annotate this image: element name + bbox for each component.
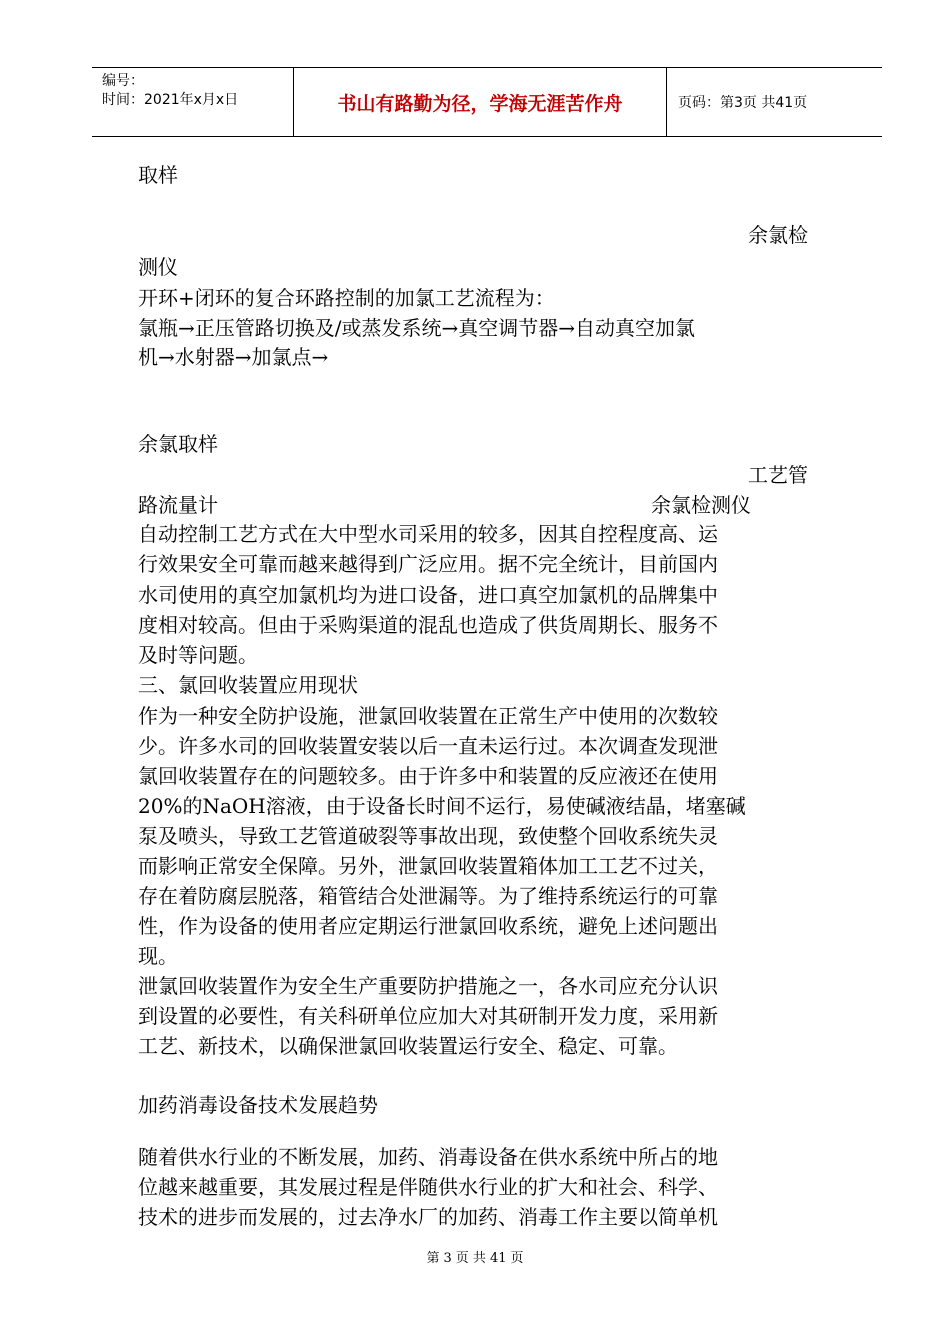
header-divider: [666, 68, 667, 136]
text-line: 机→水射器→加氯点→: [138, 345, 329, 369]
text-line: 余氯检: [748, 223, 808, 247]
text-line: 少。许多水司的回收装置安装以后一直未运行过。本次调查发现泄: [138, 734, 718, 758]
text-line: 路流量计: [138, 493, 218, 517]
page-header: [92, 67, 882, 137]
text-line: 自动控制工艺方式在大中型水司采用的较多，因其自控程度高、运: [138, 522, 718, 546]
section-heading: 加药消毒设备技术发展趋势: [138, 1093, 378, 1117]
text-line: 而影响正常安全保障。另外，泄氯回收装置箱体加工工艺不过关，: [138, 854, 718, 878]
text-line: 存在着防腐层脱落，箱管结合处泄漏等。为了维持系统运行的可靠: [138, 884, 718, 908]
text-line: 行效果安全可靠而越来越得到广泛应用。据不完全统计，目前国内: [138, 552, 718, 576]
footer-prefix: 第: [426, 1251, 440, 1266]
footer-total-pages: 41: [489, 1251, 507, 1266]
text-line: 工艺、新技术，以确保泄氯回收装置运行安全、稳定、可靠。: [138, 1034, 678, 1058]
text-line: 及时等问题。: [138, 643, 258, 667]
text-line: 度相对较高。但由于采购渠道的混乱也造成了供货周期长、服务不: [138, 613, 718, 637]
time-label: 时间：2021年x月x日: [102, 92, 239, 108]
header-left: [102, 72, 238, 110]
page-footer: [0, 1247, 950, 1266]
text-line: 余氯取样: [138, 432, 218, 456]
text-line: 20%的NaOH溶液，由于设备长时间不运行，易使碱液结晶，堵塞碱: [138, 794, 746, 818]
footer-mid: 页 共: [455, 1251, 486, 1266]
serial-number-label: 编号：: [102, 73, 144, 89]
text-line: 位越来越重要，其发展过程是伴随供水行业的扩大和社会、科学、: [138, 1175, 718, 1199]
header-motto: 书山有路勤为径，学海无涯苦作舟: [337, 92, 623, 115]
footer-suffix: 页: [510, 1251, 524, 1266]
header-page-number: 页码：第3页 共41页: [678, 95, 808, 111]
text-line: 到设置的必要性，有关科研单位应加大对其研制开发力度，采用新: [138, 1004, 718, 1028]
text-line: 氯回收装置存在的问题较多。由于许多中和装置的反应液还在使用: [138, 764, 718, 788]
text-line: 开环+闭环的复合环路控制的加氯工艺流程为：: [138, 286, 555, 310]
text-line: 余氯检测仪: [651, 493, 751, 517]
text-line: 水司使用的真空加氯机均为进口设备，进口真空加氯机的品牌集中: [138, 583, 718, 607]
text-line: 取样: [138, 163, 178, 187]
text-line: 泵及喷头，导致工艺管道破裂等事故出现，致使整个回收系统失灵: [138, 824, 718, 848]
text-line: 现。: [138, 944, 178, 968]
text-line: 作为一种安全防护设施，泄氯回收装置在正常生产中使用的次数较: [138, 704, 718, 728]
text-line: 随着供水行业的不断发展，加药、消毒设备在供水系统中所占的地: [138, 1145, 718, 1169]
text-line: 工艺管: [748, 463, 808, 487]
text-line: 测仪: [138, 255, 178, 279]
text-line: 氯瓶→正压管路切换及/或蒸发系统→真空调节器→自动真空加氯: [138, 316, 696, 340]
text-line: 泄氯回收装置作为安全生产重要防护措施之一，各水司应充分认识: [138, 974, 718, 998]
section-heading: 三、氯回收装置应用现状: [138, 673, 358, 697]
text-line: 技术的进步而发展的，过去净水厂的加药、消毒工作主要以简单机: [138, 1205, 718, 1229]
text-line: 性，作为设备的使用者应定期运行泄氯回收系统，避免上述问题出: [138, 914, 718, 938]
footer-page-number: 3: [443, 1251, 452, 1266]
